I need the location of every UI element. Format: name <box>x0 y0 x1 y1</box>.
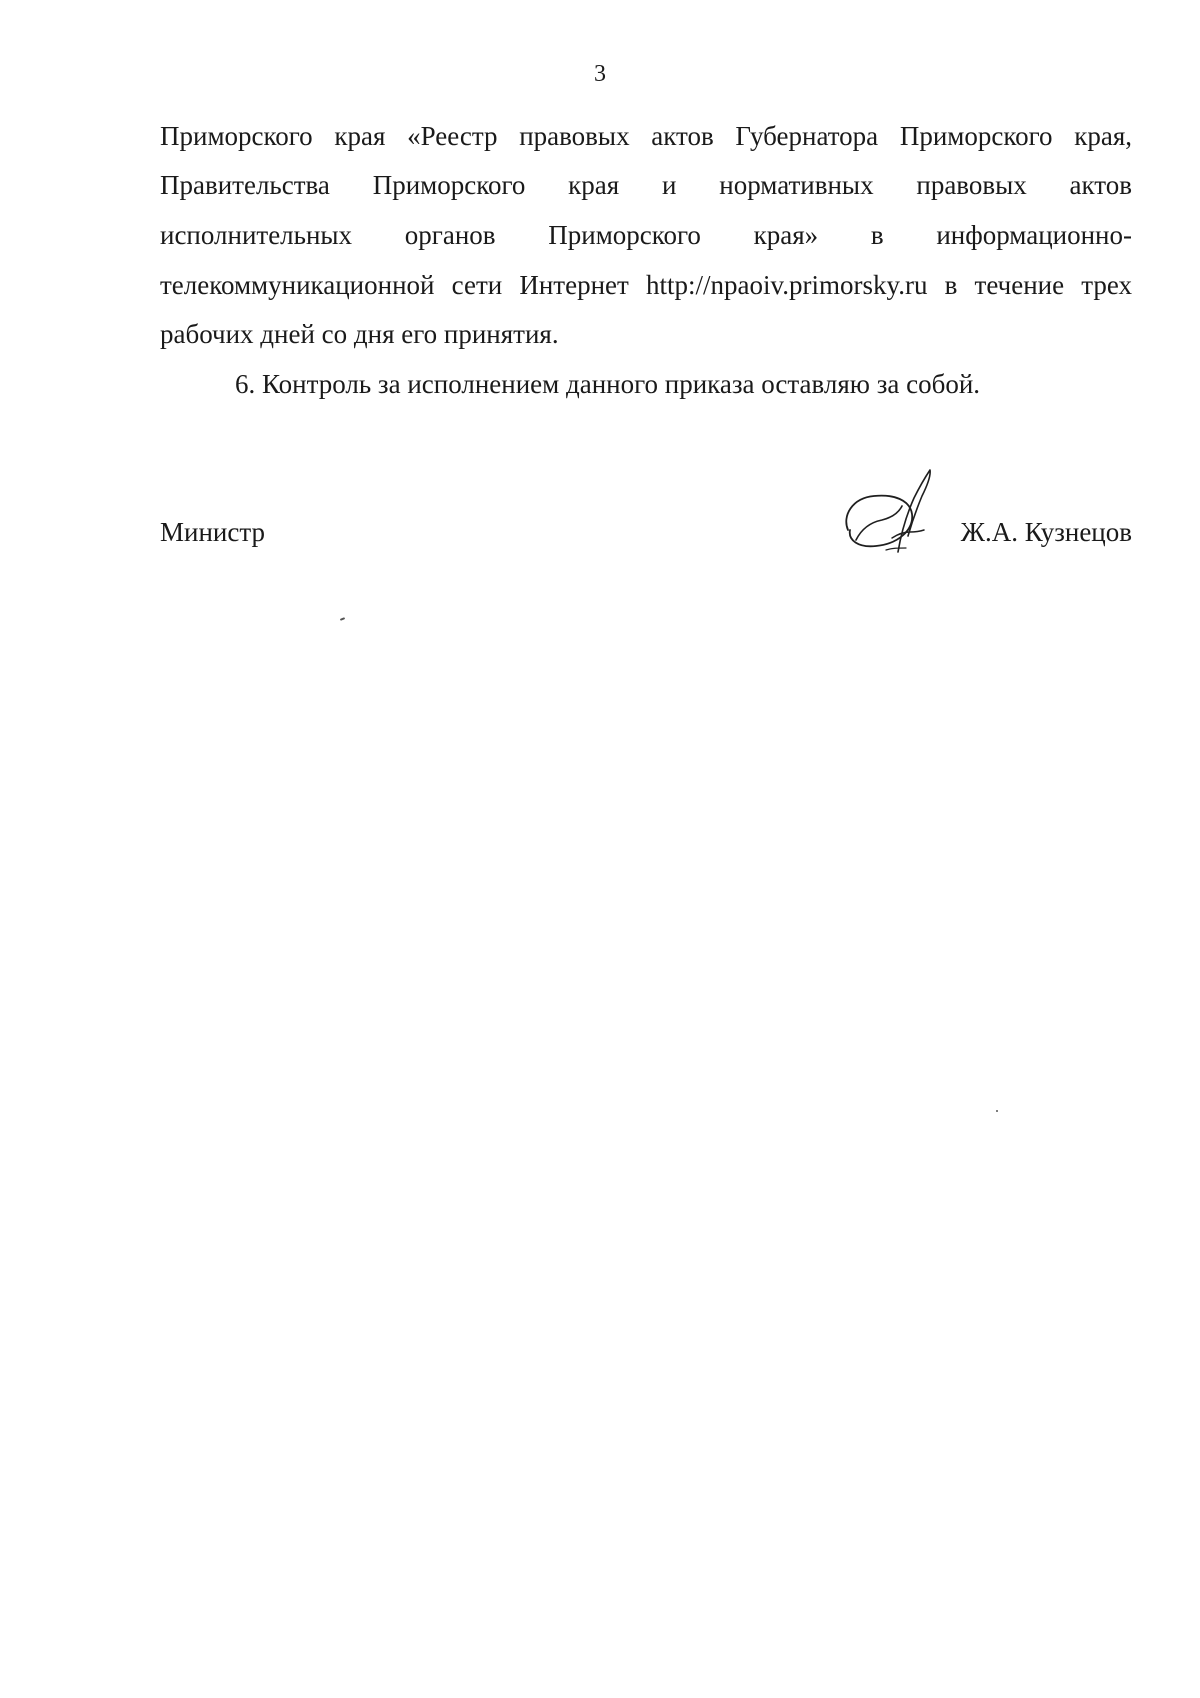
paragraph-line: исполнительных органов Приморского края» в информационно- <box>160 220 1132 250</box>
scan-speck <box>996 1110 998 1112</box>
paragraph-line: рабочих дней со дня его принятия. <box>160 319 559 349</box>
paragraph-line: Правительства Приморского края и нормативных правовых актов <box>160 170 1132 200</box>
scan-speck <box>340 617 345 621</box>
signatory-position: Министр <box>160 517 265 547</box>
page-number: 3 <box>594 61 606 87</box>
handwritten-signature-icon <box>840 468 940 560</box>
paragraph-line: телекоммуникационной сети Интернет http://npaoiv.primorsky.ru в течение трех <box>160 270 1132 300</box>
signatory-name: Ж.А. Кузнецов <box>960 517 1132 547</box>
item-6-text: 6. Контроль за исполнением данного приказа оставляю за собой. <box>235 369 981 399</box>
paragraph-line: Приморского края «Реестр правовых актов Губернатора Приморского края, <box>160 121 1132 151</box>
